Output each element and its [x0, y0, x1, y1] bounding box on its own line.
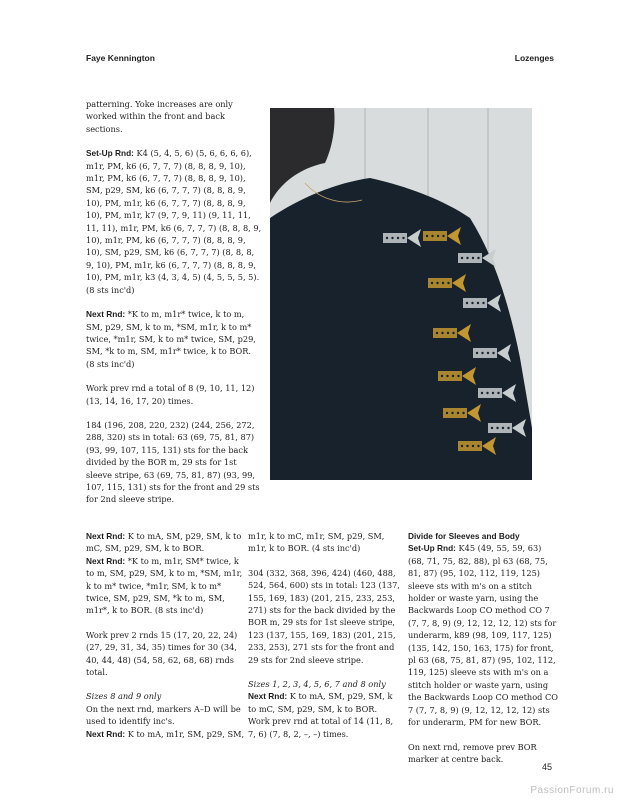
sweater-illustration [270, 108, 532, 480]
next-round-3 [86, 728, 248, 740]
setup-label: Set-Up Rnd: [86, 148, 134, 159]
column-3 [248, 530, 400, 752]
next4-label: Next Rnd: [248, 691, 288, 702]
work-instruction-2: Work prev 2 rnds 15 (17, 20, 22, 24) (27, 29, 31, 34, 35) times for 30 (34, 40, 44, 48) (54, 58, 62, 68, 68) rnds total. [86, 629, 238, 678]
setup-round [86, 147, 262, 296]
stitch-count: 184 (196, 208, 220, 232) (244, 256, 272, 288, 320) sts in total: 63 (69, 75, 81, 87) (93, 99, 107, 115, 131) sts for the back divided by the BOR m, 29 sts for 1st sleeve stripe, 63 (69, 75, 81, 87) (93, 99, 107, 115, 131) sts for the front and 29 sts for 2nd sleeve stripe. [86, 419, 260, 505]
next-round-2 [86, 555, 248, 617]
next1-text: K to mA, SM, p29, SM, k to mC, SM, p29, SM, k to BOR. [86, 531, 242, 554]
column-4 [408, 530, 558, 777]
next-round [86, 308, 262, 370]
next-label: Next Rnd: [86, 309, 126, 320]
work-instruction: Work prev rnd a total of 8 (9, 10, 11, 12) (13, 14, 16, 17, 20) times. [86, 383, 255, 406]
work-instruction-3: Work prev rnd at total of 14 (11, 8, 7, 6) (7, 8, 2, –, –) times. [248, 716, 394, 739]
divide-setup-text: K45 (49, 55, 59, 63) (68, 71, 75, 82, 88), pl 63 (68, 75, 81, 87) (95, 102, 112, 119, 125) sleeve sts with m's on a stitch holder or waste yarn, using the Backwards Loop CO method CO 7 (7, 7, 8, 9) (9, 12, 12, 12, 12) sts for underarm, k89 (98, 109, 117, 125) (135, 142, 150, 163, 175) for front, pl 63 (68, 75, 81, 87) (95, 102, 112, 119, 125) sleeve sts with m's on a stitch holder or waste yarn, using the Backwards Loop CO method CO 7 (7, 7, 8, 9) (9, 12, 12, 12, 12) sts for underarm, PM for new BOR. [408, 543, 558, 728]
pattern-title: Lozenges [514, 53, 554, 63]
page-number: 45 [541, 762, 552, 772]
column-1 [86, 98, 262, 518]
watermark: PassionForum.ru [530, 785, 614, 796]
continued-text: m1r, k to mC, m1r, SM, p29, SM, m1r, k to BOR. (4 sts inc'd) [248, 531, 385, 554]
next2-text: *K to m, m1r, SM* twice, k to m, SM, p29, SM, k to m, *SM, m1r, k to m* twice, *m1r, SM, k to m* twice, SM, p29, SM, *k to m, SM, m1r*, k to BOR. (8 sts inc'd) [86, 555, 243, 616]
setup-text: K4 (5, 4, 5, 6) (5, 6, 6, 6, 6), m1r, PM, k6 (6, 7, 7, 7) (8, 8, 8, 9, 10), m1r, PM, k6 (6, 7, 7, 7) (8, 8, 8, 9, 10), SM, p29, SM, k6 (6, 7, 7, 7) (8, 8, 8, 9, 10), PM, m1r, k6 (6, 7, 7, 7) (8, 8, 8, 9, 10), PM, m1r, k7 (9, 7, 9, 11) (9, 11, 11, 11, 11), m1r, PM, k6 (6, 7, 7, 7) (8, 8, 8, 9, 10), m1r, PM, k6 (6, 7, 7, 7) (8, 8, 8, 9, 10), SM, p29, SM, k6 (6, 7, 7, 7) (8, 8, 8, 9, 10), PM, m1r, k6 (6, 7, 7, 7) (8, 8, 8, 9, 10), PM, m1r, k3 (4, 3, 4, 5) (4, 5, 5, 5, 5). (8 sts inc'd) [86, 148, 262, 295]
next1-label: Next Rnd: [86, 531, 126, 541]
stitch-count-2: 304 (332, 368, 396, 424) (460, 488, 524, 564, 600) sts in total: 123 (137, 155, 169, 183) (201, 215, 233, 253, 271) sts for the back divided by the BOR m, 29 sts for 1st sleeve stripe, 123 (137, 155, 169, 183) (201, 215, 233, 253), 271 sts for the front and 29 sts for 2nd sleeve stripe. [248, 567, 400, 665]
next3-label: Next Rnd: [86, 728, 126, 739]
section-heading: Divide for Sleeves and Body [408, 531, 520, 541]
next-round-1 [86, 530, 248, 555]
next3-text: K to mA, m1r, SM, p29, SM, [125, 728, 245, 739]
sizes-text: On the next rnd, markers A–D will be used to identify inc's. [86, 703, 241, 727]
designer-name: Faye Kennington [86, 53, 155, 63]
next-text: *K to m, m1r* twice, k to m, SM, p29, SM, k to m, *SM, m1r, k to m* twice, *m1r, SM, k to m* twice, SM, p29, SM, *k to m, SM, m1r* twice, k to BOR. (8 sts inc'd) [86, 309, 256, 369]
sizes-heading-2: Sizes 1, 2, 3, 4, 5, 6, 7 and 8 only [248, 679, 386, 690]
next-round-4 [248, 690, 400, 715]
sweater-photo [270, 108, 532, 480]
sizes-heading: Sizes 8 and 9 only [86, 691, 162, 702]
last-instruction: On next rnd, remove prev BOR marker at centre back. [408, 741, 537, 764]
intro-text: patterning. Yoke increases are only worked within the front and back sections. [86, 99, 233, 134]
divide-setup-round [408, 542, 558, 728]
divide-setup-label: Set-Up Rnd: [408, 543, 456, 554]
column-2 [86, 530, 248, 740]
next2-label: Next Rnd: [86, 555, 126, 566]
next4-text: K to mA, SM, p29, SM, k to mC, SM, p29, SM, k to BOR. [248, 691, 393, 714]
